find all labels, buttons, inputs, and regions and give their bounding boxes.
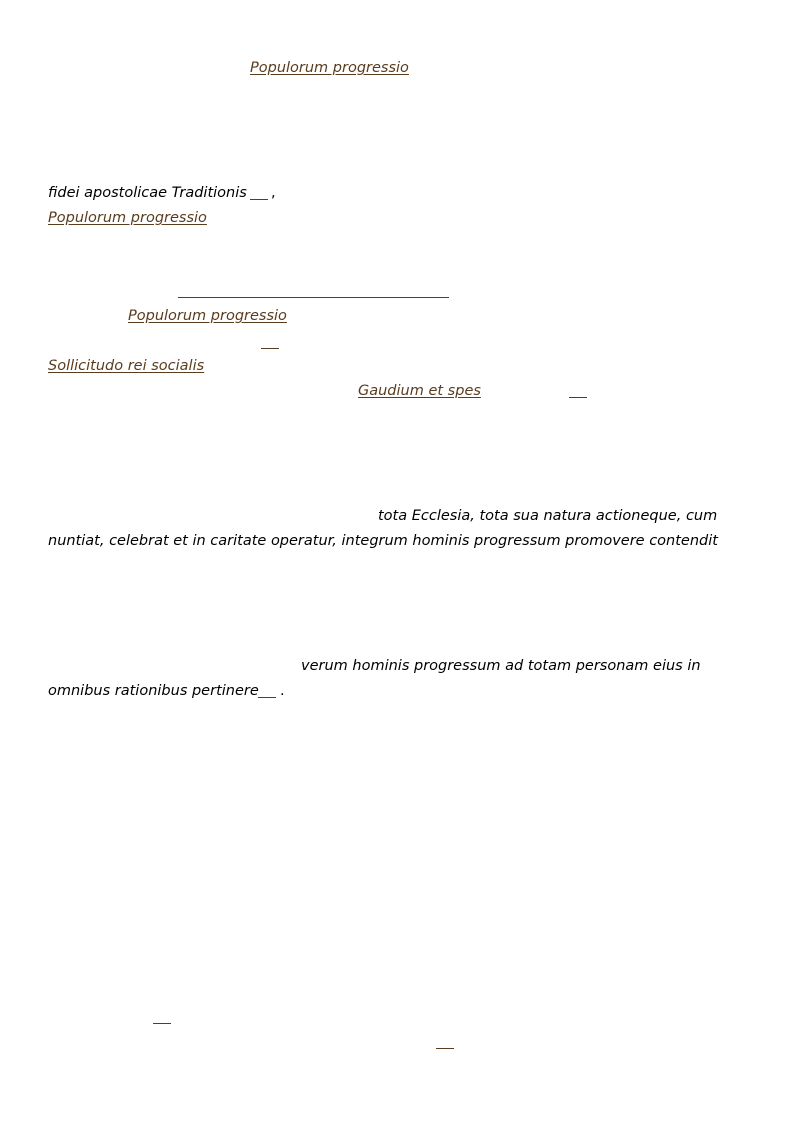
text-fidei-traditionis: fidei apostolicae Traditionis: [48, 185, 247, 201]
link-populorum-progressio-3[interactable]: Populorum progressio: [128, 308, 287, 324]
quote-tota-ecclesia-line1: tota Ecclesia, tota sua natura actioneque, cum: [378, 508, 718, 524]
quote-tota-ecclesia-line2: nuntiat, celebrat et in caritate operatur, integrum hominis progressum promovere contendit: [48, 533, 718, 549]
quote-verum-line1: verum hominis progressum ad totam personam eius in: [301, 658, 701, 674]
quote-verum-line2: omnibus rationibus pertinere: [48, 683, 259, 699]
text-comma: ,: [271, 185, 276, 201]
footnote-blank-3[interactable]: [569, 397, 587, 398]
footnote-blank-5[interactable]: [153, 1023, 171, 1024]
section-rule: [178, 297, 449, 298]
footnote-blank-1[interactable]: [250, 199, 268, 200]
footnote-blank-4[interactable]: [258, 697, 276, 698]
footnote-blank-2[interactable]: [261, 348, 279, 349]
link-gaudium-et-spes[interactable]: Gaudium et spes: [358, 383, 481, 399]
text-period: .: [280, 683, 285, 699]
footnote-blank-6[interactable]: [436, 1048, 454, 1049]
link-sollicitudo-rei-socialis[interactable]: Sollicitudo rei socialis: [48, 358, 205, 374]
link-populorum-progressio-2[interactable]: Populorum progressio: [48, 210, 207, 226]
link-populorum-progressio-top[interactable]: Populorum progressio: [250, 60, 409, 76]
